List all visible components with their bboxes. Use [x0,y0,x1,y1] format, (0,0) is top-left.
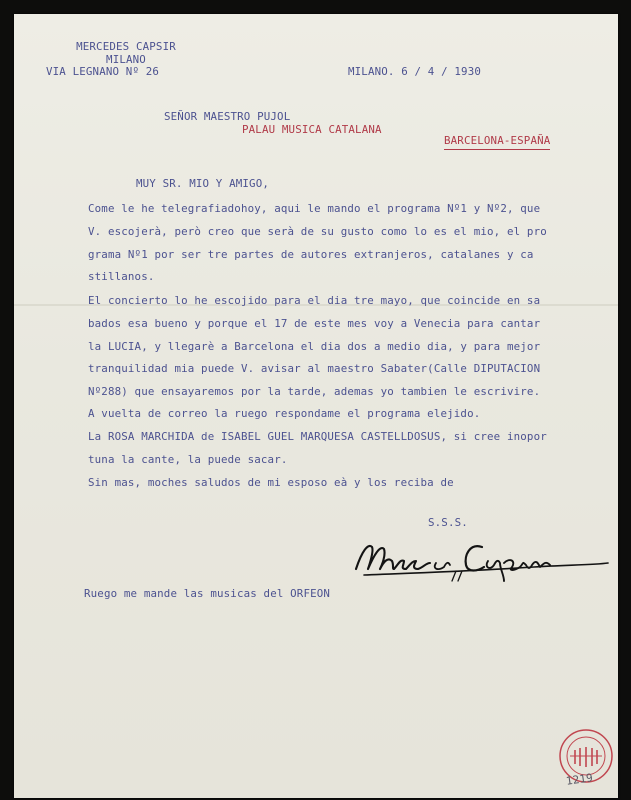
body-line: stillanos. [88,270,155,283]
letter-sheet [14,14,618,798]
letter-date: MILANO. 6 / 4 / 1930 [348,65,482,78]
body-line: tranquilidad mia puede V. avisar al maestro Sabater(Calle DIPUTACION [88,362,541,375]
body-line: El concierto lo he escojido para el dia tre mayo, que coincide en sa [88,294,541,307]
recipient-institution: PALAU MUSICA CATALANA [242,123,382,136]
body-line: A vuelta de correo la ruego respondame el programa elejido. [88,407,481,420]
body-line: grama Nº1 por ser tre partes de autores extranjeros, catalanes y ca [88,248,534,261]
sender-name: MERCEDES CAPSIR [76,40,176,53]
body-line: Sin mas, moches saludos de mi esposo eà y los reciba de [88,476,454,489]
recipient-name: SEÑOR MAESTRO PUJOL [164,110,291,123]
body-line: tuna la cante, la puede sacar. [88,453,288,466]
handwritten-signature [354,529,610,585]
salutation: MUY SR. MIO Y AMIGO, [136,177,270,190]
body-line: bados esa bueno y porque el 17 de este mes voy a Venecia para cantar [88,317,541,330]
postscript: Ruego me mande las musicas del ORFEON [84,587,331,600]
sender-address: VIA LEGNANO Nº 26 [46,65,160,78]
body-line: Nº288) que ensayaremos por la tarde, ademas yo tambien le escrivire. [88,385,541,398]
body-line: La ROSA MARCHIDA de ISABEL GUEL MARQUESA CASTELLDOSUS, si cree inopor [88,430,547,443]
body-line: la LUCIA, y llegarè a Barcelona el dia dos a medio dia, y para mejor [88,340,541,353]
body-line: V. escojerà, però creo que serà de su gusto como lo es el mio, el pro [88,225,547,238]
archive-number: 1219 [565,771,594,788]
body-line: Come le he telegrafiadohoy, aqui le mando el programa Nº1 y Nº2, que [88,202,541,215]
closing-sss: S.S.S. [428,516,468,529]
sender-city: MILANO [106,53,146,66]
recipient-city: BARCELONA-ESPAÑA [444,134,550,150]
